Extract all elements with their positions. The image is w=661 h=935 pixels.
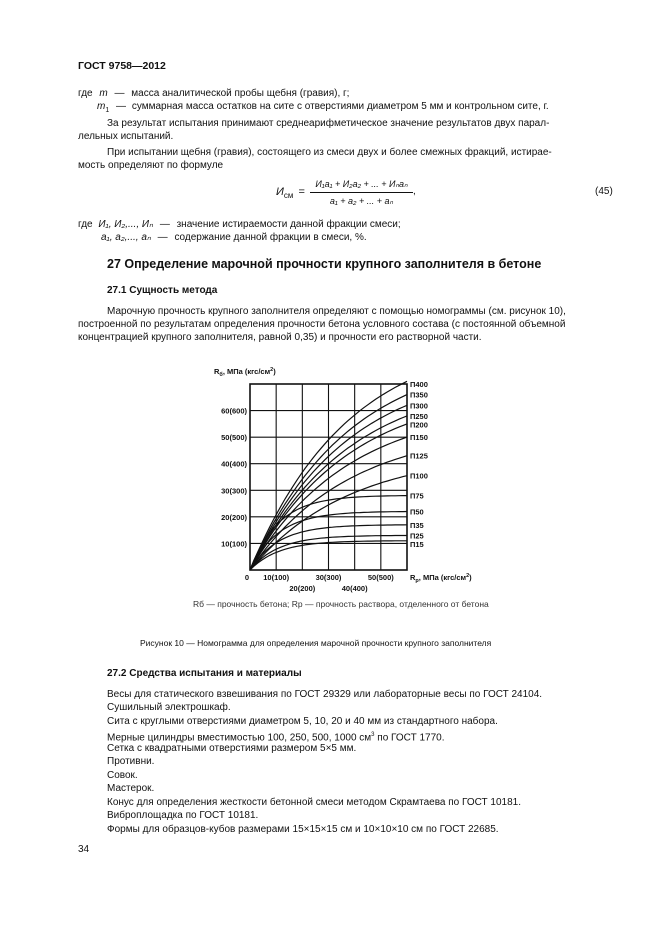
page-number: 34 bbox=[78, 844, 90, 855]
formula-numerator: И₁a₁ + И₂a₂ + ... + Иₙaₙ bbox=[315, 179, 408, 189]
x-tick-label: 0 bbox=[244, 573, 250, 582]
where-label: где bbox=[78, 88, 93, 99]
nomogram-chart bbox=[200, 360, 490, 595]
series-label: П350 bbox=[410, 390, 428, 400]
definition-text: суммарная масса остатков на сите с отверстиями диаметром 5 мм и контрольном сите, г. bbox=[131, 101, 549, 112]
symbol: m bbox=[97, 101, 106, 112]
list-item: Виброплощадка по ГОСТ 10181. bbox=[107, 810, 259, 821]
subsection-heading: 27.2 Средства испытания и материалы bbox=[107, 668, 302, 679]
x-tick-label: 40(400) bbox=[341, 584, 368, 593]
list-item: Мерные цилиндры вместимостью 100, 250, 500, 1000 $см^3$ по ГОСТ 1770. bbox=[107, 732, 445, 744]
x-axis-title: Rр, МПа (кгс/см2) bbox=[410, 573, 472, 584]
y-tick-label: 40(400) bbox=[221, 459, 247, 469]
y-tick-label: 30(300) bbox=[221, 486, 247, 496]
y-axis-title: Rб, МПа (кгс/см2) bbox=[214, 367, 276, 378]
list-item: Сушильный электрошкаф. bbox=[107, 702, 231, 713]
symbol-subscript: 1 bbox=[105, 107, 110, 114]
paragraph-line: концентрацией крупного заполнителя, равной 0,35) и прочности его растворной части. bbox=[78, 332, 482, 343]
paragraph-line: Марочную прочность крупного заполнителя определяют с помощью номограммы (см. рисунок 10), bbox=[107, 306, 566, 317]
paragraph-line: построенной по результатам определения прочности бетона условного состава (с постоянной объемной bbox=[78, 319, 566, 330]
series-label: П200 bbox=[410, 420, 428, 430]
formula-fraction bbox=[310, 178, 413, 207]
dash: — bbox=[159, 219, 170, 230]
formula-tail: , bbox=[413, 186, 416, 197]
formula-number: (45) bbox=[595, 186, 613, 197]
y-tick-label: 50(500) bbox=[221, 433, 247, 443]
definition-row bbox=[97, 101, 549, 117]
y-tick-label: 20(200) bbox=[221, 512, 247, 522]
series-label: П35 bbox=[410, 520, 424, 530]
list-item: Формы для образцов-кубов размерами 15×15×15 см и 10×10×10 см по ГОСТ 22685. bbox=[107, 824, 499, 835]
series-label: П250 bbox=[410, 411, 428, 421]
dash: — bbox=[114, 88, 125, 99]
series-label: П125 bbox=[410, 451, 428, 461]
series-label: П25 bbox=[410, 531, 424, 541]
y-tick-label: 60(600) bbox=[221, 406, 247, 416]
series-label: П75 bbox=[410, 491, 424, 501]
where-label: где bbox=[78, 219, 93, 230]
list-item: Весы для статического взвешивания по ГОСТ 29329 или лабораторные весы по ГОСТ 24104. bbox=[107, 689, 543, 700]
x-tick-label: 50(500) bbox=[367, 573, 394, 582]
formula-lhs: $И_{см}$ = bbox=[276, 186, 305, 201]
figure-caption: Рисунок 10 — Номограмма для определения марочной прочности крупного заполнителя bbox=[140, 638, 492, 648]
definition-row bbox=[101, 232, 367, 244]
list-item: Сита с круглыми отверстиями диаметром 5, 10, 20 и 40 мм из стандартного набора. bbox=[107, 716, 498, 727]
series-label: П300 bbox=[410, 401, 428, 411]
paragraph-line: При испытании щебня (гравия), состоящего из смеси двух и более смежных фракций, истирае- bbox=[107, 147, 552, 158]
subsection-heading: 27.1 Сущность метода bbox=[107, 285, 218, 296]
document-header: ГОСТ 9758—2012 bbox=[78, 60, 166, 72]
definition-text: масса аналитической пробы щебня (гравия), г; bbox=[131, 88, 350, 99]
definition-row bbox=[78, 88, 349, 100]
symbol: m bbox=[99, 88, 108, 99]
series-label: П150 bbox=[410, 433, 428, 443]
series-label: П50 bbox=[410, 507, 424, 517]
y-tick-label: 10(100) bbox=[221, 539, 247, 549]
x-tick-label: 20(200) bbox=[289, 584, 316, 593]
list-item: Совок. bbox=[107, 770, 138, 781]
section-heading: 27 Определение марочной прочности крупного заполнителя в бетоне bbox=[107, 257, 542, 271]
list-item: Мастерок. bbox=[107, 783, 155, 794]
paragraph-line: За результат испытания принимают среднеарифметическое значение результатов двух парал- bbox=[107, 118, 550, 129]
series-label: П100 bbox=[410, 471, 428, 481]
definition-row bbox=[78, 219, 401, 231]
list-item: Конус для определения жесткости бетонной смеси методом Скрамтаева по ГОСТ 10181. bbox=[107, 797, 521, 808]
x-tick-label: 10(100) bbox=[263, 573, 290, 582]
symbol: И₁, И₂,..., Иₙ bbox=[98, 219, 154, 230]
paragraph-line: лельных испытаний. bbox=[78, 131, 174, 142]
paragraph-line: мость определяют по формуле bbox=[78, 160, 224, 171]
figure-legend: Rб — прочность бетона; Rр — прочность раствора, отделенного от бетона bbox=[193, 599, 489, 609]
dash: — bbox=[116, 101, 127, 112]
list-item: Противни. bbox=[107, 756, 155, 767]
list-item: Сетка с квадратными отверстиями размером 5×5 мм. bbox=[107, 743, 357, 754]
fraction-bar bbox=[310, 192, 413, 193]
definition-text: содержание данной фракции в смеси, %. bbox=[174, 232, 367, 243]
dash: — bbox=[157, 232, 168, 243]
definition-text: значение истираемости данной фракции смеси; bbox=[176, 219, 401, 230]
x-tick-label: 30(300) bbox=[315, 573, 342, 582]
formula-denominator: a₁ + a₂ + ... + aₙ bbox=[329, 196, 394, 206]
symbol: a₁, a₂,..., aₙ bbox=[101, 232, 151, 243]
series-label: П15 bbox=[410, 539, 424, 549]
series-label: П400 bbox=[410, 380, 428, 389]
